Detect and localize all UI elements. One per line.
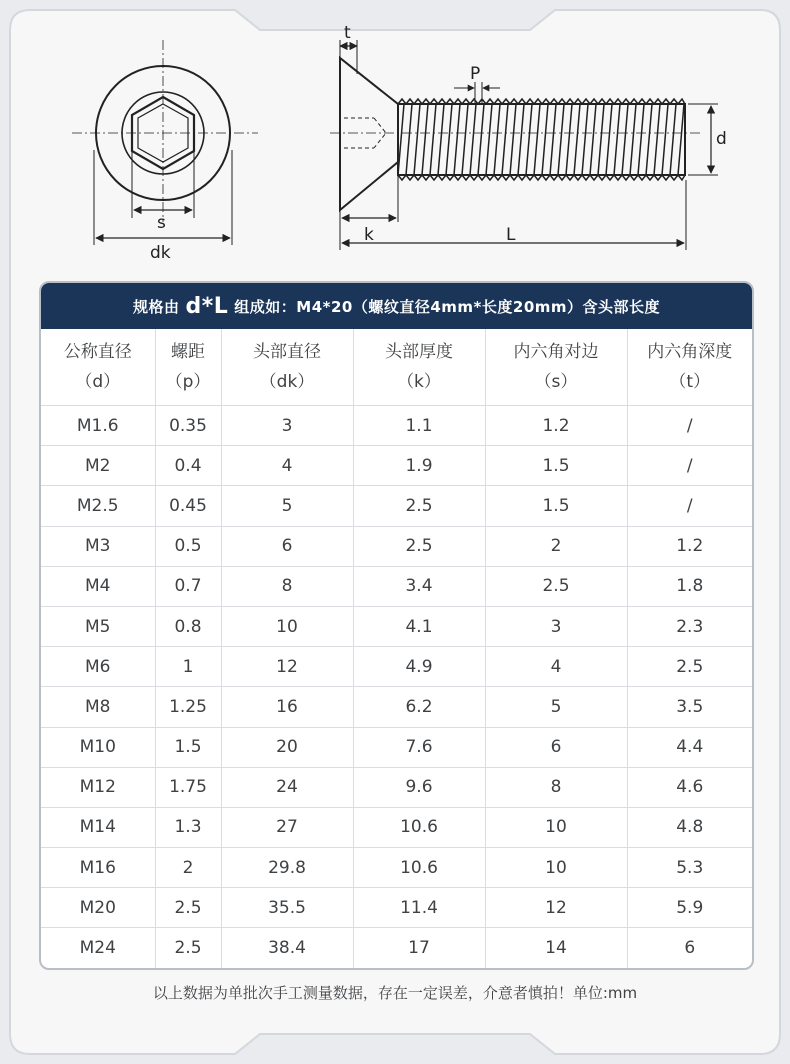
table-cell: 10 bbox=[485, 848, 627, 888]
header-cell: 公称直径 （d） bbox=[41, 329, 155, 406]
table-cell: 6 bbox=[221, 526, 353, 566]
table-cell: 3 bbox=[221, 406, 353, 446]
table-cell: 2.5 bbox=[155, 928, 221, 968]
table-row bbox=[41, 687, 752, 727]
table-cell: 20 bbox=[221, 727, 353, 767]
label-p: P bbox=[470, 64, 481, 84]
table-cell: M8 bbox=[41, 687, 155, 727]
table-cell: M2.5 bbox=[41, 486, 155, 526]
table-cell: 1 bbox=[155, 647, 221, 687]
table-cell: 6 bbox=[485, 727, 627, 767]
table-cell: / bbox=[627, 406, 752, 446]
table-cell: 8 bbox=[485, 767, 627, 807]
table-cell: 10 bbox=[221, 606, 353, 646]
table-cell: 5 bbox=[221, 486, 353, 526]
table-row bbox=[41, 727, 752, 767]
header-cell: 内六角深度 （t） bbox=[627, 329, 752, 406]
table-cell: 2.5 bbox=[627, 647, 752, 687]
table-cell: 4.8 bbox=[627, 807, 752, 847]
table-cell: 0.45 bbox=[155, 486, 221, 526]
table-header-row bbox=[41, 329, 752, 406]
table-cell: 11.4 bbox=[353, 888, 485, 928]
footnote: 以上数据为单批次手工测量数据，存在一定误差，介意者慎拍！单位:mm bbox=[152, 984, 638, 1002]
table-cell: 6.2 bbox=[353, 687, 485, 727]
table-row bbox=[41, 606, 752, 646]
table-cell: 1.8 bbox=[627, 566, 752, 606]
table-cell: 4 bbox=[221, 446, 353, 486]
table-cell: M24 bbox=[41, 928, 155, 968]
label-k: k bbox=[364, 225, 374, 245]
header-cell: 内六角对边 （s） bbox=[485, 329, 627, 406]
table-cell: M5 bbox=[41, 606, 155, 646]
table-cell: 0.35 bbox=[155, 406, 221, 446]
table-cell: M16 bbox=[41, 848, 155, 888]
table-cell: 9.6 bbox=[353, 767, 485, 807]
table-title bbox=[41, 283, 752, 329]
table-cell: 3.4 bbox=[353, 566, 485, 606]
label-t: t bbox=[344, 23, 351, 43]
table-cell: 0.5 bbox=[155, 526, 221, 566]
table-cell: 1.5 bbox=[485, 486, 627, 526]
header-cell: 头部厚度 （k） bbox=[353, 329, 485, 406]
spec-table bbox=[41, 329, 752, 968]
header-cell: 头部直径 （dk） bbox=[221, 329, 353, 406]
table-cell: M6 bbox=[41, 647, 155, 687]
title-prefix: 规格由 bbox=[132, 297, 180, 316]
table-cell: 2.3 bbox=[627, 606, 752, 646]
table-cell: 1.5 bbox=[155, 727, 221, 767]
table-cell: 12 bbox=[221, 647, 353, 687]
table-cell: 4.9 bbox=[353, 647, 485, 687]
table-cell: 24 bbox=[221, 767, 353, 807]
table-cell: M14 bbox=[41, 807, 155, 847]
table-row bbox=[41, 848, 752, 888]
table-cell: 1.2 bbox=[627, 526, 752, 566]
table-cell: 2 bbox=[485, 526, 627, 566]
thread-lines bbox=[398, 99, 685, 180]
table-cell: 10.6 bbox=[353, 807, 485, 847]
table-row bbox=[41, 767, 752, 807]
table-row bbox=[41, 647, 752, 687]
table-row bbox=[41, 928, 752, 968]
table-cell: 0.8 bbox=[155, 606, 221, 646]
table-cell: 2.5 bbox=[353, 486, 485, 526]
table-cell: 4.6 bbox=[627, 767, 752, 807]
table-cell: 14 bbox=[485, 928, 627, 968]
table-cell: 0.4 bbox=[155, 446, 221, 486]
table-cell: 10 bbox=[485, 807, 627, 847]
table-cell: 2 bbox=[155, 848, 221, 888]
table-cell: M10 bbox=[41, 727, 155, 767]
label-L: L bbox=[506, 225, 516, 245]
table-row bbox=[41, 526, 752, 566]
table-row bbox=[41, 406, 752, 446]
table-cell: 7.6 bbox=[353, 727, 485, 767]
table-cell: 2.5 bbox=[155, 888, 221, 928]
table-cell: M4 bbox=[41, 566, 155, 606]
table-cell: / bbox=[627, 486, 752, 526]
table-cell: 1.9 bbox=[353, 446, 485, 486]
table-cell: 5.9 bbox=[627, 888, 752, 928]
table-cell: 5.3 bbox=[627, 848, 752, 888]
table-cell: M2 bbox=[41, 446, 155, 486]
table-cell: 4.1 bbox=[353, 606, 485, 646]
table-cell: 10.6 bbox=[353, 848, 485, 888]
table-cell: 2.5 bbox=[485, 566, 627, 606]
table-cell: 8 bbox=[221, 566, 353, 606]
table-row bbox=[41, 566, 752, 606]
table-cell: M20 bbox=[41, 888, 155, 928]
table-row bbox=[41, 807, 752, 847]
table-cell: 3.5 bbox=[627, 687, 752, 727]
table-cell: 1.2 bbox=[485, 406, 627, 446]
table-cell: / bbox=[627, 446, 752, 486]
table-cell: 1.75 bbox=[155, 767, 221, 807]
label-s: s bbox=[157, 213, 166, 233]
label-d: d bbox=[716, 129, 727, 149]
table-row bbox=[41, 486, 752, 526]
spec-table-card bbox=[39, 281, 754, 970]
table-cell: 1.25 bbox=[155, 687, 221, 727]
table-cell: 17 bbox=[353, 928, 485, 968]
table-cell: 1.3 bbox=[155, 807, 221, 847]
table-cell: M1.6 bbox=[41, 406, 155, 446]
table-cell: 0.7 bbox=[155, 566, 221, 606]
table-cell: M12 bbox=[41, 767, 155, 807]
table-cell: 1.5 bbox=[485, 446, 627, 486]
table-cell: 29.8 bbox=[221, 848, 353, 888]
label-dk: dk bbox=[150, 243, 171, 263]
screw-side-view bbox=[330, 40, 718, 250]
table-cell: 2.5 bbox=[353, 526, 485, 566]
table-cell: M3 bbox=[41, 526, 155, 566]
header-cell: 螺距 （p） bbox=[155, 329, 221, 406]
table-cell: 16 bbox=[221, 687, 353, 727]
table-cell: 38.4 bbox=[221, 928, 353, 968]
table-cell: 4.4 bbox=[627, 727, 752, 767]
table-row bbox=[41, 888, 752, 928]
table-cell: 5 bbox=[485, 687, 627, 727]
title-formula: d*L bbox=[185, 293, 229, 319]
table-cell: 27 bbox=[221, 807, 353, 847]
table-cell: 12 bbox=[485, 888, 627, 928]
title-suffix: 组成如：M4*20（螺纹直径4mm*长度20mm）含头部长度 bbox=[234, 297, 661, 316]
screw-diagram bbox=[0, 0, 790, 270]
table-row bbox=[41, 446, 752, 486]
table-cell: 1.1 bbox=[353, 406, 485, 446]
table-cell: 3 bbox=[485, 606, 627, 646]
table-cell: 4 bbox=[485, 647, 627, 687]
table-cell: 35.5 bbox=[221, 888, 353, 928]
table-cell: 6 bbox=[627, 928, 752, 968]
